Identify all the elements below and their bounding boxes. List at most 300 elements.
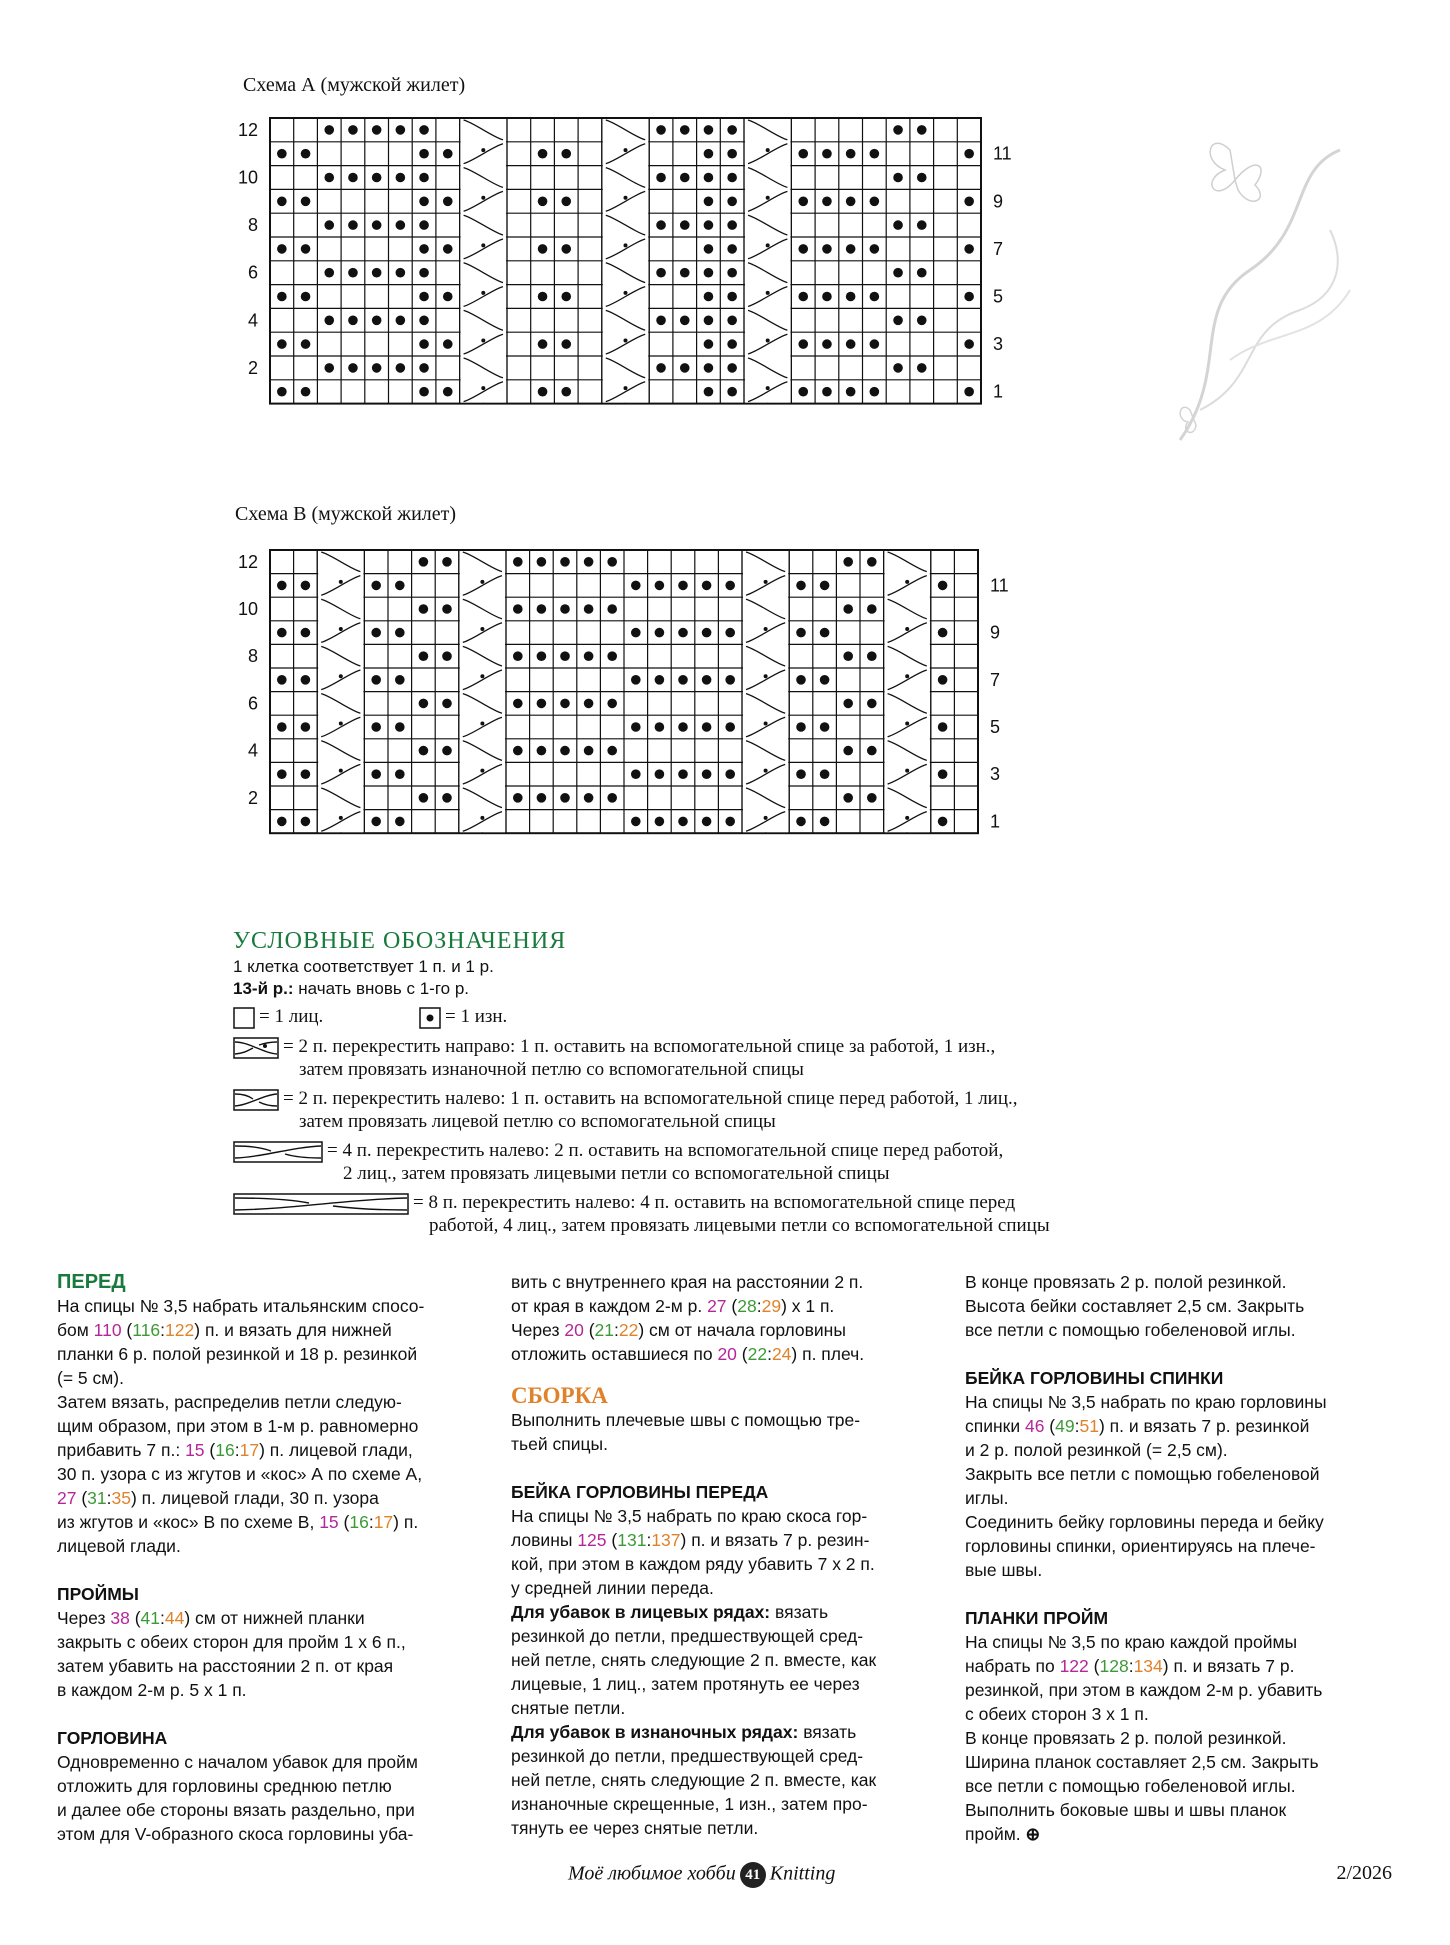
purl-dot [917, 125, 927, 135]
purl-dot [893, 173, 903, 183]
legend-line-2-rest: начать вновь с 1-го р. [293, 979, 470, 998]
purl-dot [870, 244, 880, 254]
text: : [767, 1344, 772, 1364]
purl-dot [324, 125, 334, 135]
purl-dot [561, 339, 571, 349]
purl-dot [822, 387, 832, 397]
text: : [234, 1440, 240, 1460]
purl-dot [702, 769, 712, 779]
purl-dot [846, 339, 856, 349]
purl-dot [513, 604, 523, 614]
size-value: 134 [1133, 1656, 1163, 1676]
armhole-bands-line [965, 1654, 1405, 1678]
purl-dot [395, 581, 405, 591]
chart-a-title: Схема А (мужской жилет) [243, 74, 466, 96]
purl-dot [561, 387, 571, 397]
purl-dot [607, 746, 617, 756]
purl-dot [727, 268, 737, 278]
purl-dot [631, 722, 641, 732]
purl-dot [301, 292, 311, 302]
size-value: 27 [707, 1296, 727, 1316]
legend [233, 928, 1233, 1237]
text: ) п. и вязать для нижней [194, 1320, 392, 1340]
cable-braid [884, 550, 931, 833]
neckline-line: отложить для горловины среднюю петлю [57, 1776, 392, 1796]
cable-braid [602, 118, 649, 404]
legend-cross-left-line2: затем провязать лицевой петлю со вспомогательной спицы [299, 1111, 776, 1132]
size-value: 24 [771, 1344, 792, 1364]
purl-dot [870, 149, 880, 159]
purl-dot [704, 316, 714, 326]
size-value: 122 [1059, 1656, 1089, 1676]
purl-dot [846, 244, 856, 254]
cross-left-symbol-icon [233, 1089, 279, 1111]
front-neckband-line [511, 1720, 941, 1744]
purl-dot [704, 220, 714, 230]
size-value: 35 [111, 1488, 131, 1508]
cable-braid [459, 550, 506, 833]
purl-dot [419, 292, 429, 302]
text: ( [204, 1440, 216, 1460]
size-value: 22 [618, 1320, 639, 1340]
purl-dot [964, 292, 974, 302]
purl-dot [419, 220, 429, 230]
purl-dot [680, 173, 690, 183]
armhole-bands-line: с обеих сторон 3 х 1 п. [965, 1704, 1149, 1724]
purl-dot [678, 769, 688, 779]
armholes-line: затем убавить на расстоянии 2 п. от края [57, 1656, 394, 1676]
purl-dot [867, 699, 877, 709]
text: : [160, 1608, 165, 1628]
purl-dot [561, 197, 571, 207]
front-line: планки 6 р. полой резинкой и 18 р. резинкой [57, 1344, 418, 1364]
text: вязать [770, 1602, 829, 1622]
text: ) см от нижней планки [184, 1608, 365, 1628]
size-value: 17 [373, 1512, 394, 1532]
purl-dot [656, 173, 666, 183]
legend-cross-right [233, 1035, 1233, 1081]
purl-dot [419, 197, 429, 207]
purl-dot [725, 817, 735, 827]
legend-line-2 [233, 979, 1233, 999]
row-label-left: 4 [247, 740, 258, 761]
cross-right-symbol-icon [233, 1037, 279, 1059]
assembly-line: Выполнить плечевые швы с помощью тре- [511, 1410, 861, 1430]
front-neckband-line: изнаночные скрещенные, 1 изн., затем про- [511, 1794, 868, 1814]
row-label-left: 12 [237, 119, 258, 140]
purl-dot [395, 722, 405, 732]
assembly-line: тьей спицы. [511, 1434, 608, 1454]
purl-dot [917, 316, 927, 326]
purl-dot [419, 244, 429, 254]
purl-dot [655, 581, 665, 591]
purl-dot [656, 316, 666, 326]
purl-dot [655, 817, 665, 827]
purl-dot [843, 699, 853, 709]
purl-dot [938, 675, 948, 685]
purl-dot [843, 793, 853, 803]
purl-dot [301, 769, 311, 779]
purl-dot [798, 149, 808, 159]
purl-dot [371, 817, 381, 827]
purl-dot [277, 628, 287, 638]
purl-dot [867, 746, 877, 756]
front-neckband-line [511, 1600, 941, 1624]
size-value: 137 [651, 1530, 681, 1550]
purl-dot [584, 793, 594, 803]
purl-dot [324, 268, 334, 278]
armhole-bands-line: резинкой, при этом в каждом 2-м р. убавить [965, 1680, 1323, 1700]
size-value: 29 [761, 1296, 782, 1316]
purl-dot [631, 581, 641, 591]
purl-dot [796, 675, 806, 685]
legend-cross-8-line1: = 8 п. перекрестить налево: 4 п. оставить на вспомогательной спице перед [413, 1192, 1016, 1213]
purl-dot [442, 699, 452, 709]
size-value: 16 [349, 1512, 369, 1532]
purl-dot [348, 125, 358, 135]
front-neckband-line: кой, при этом в каждом ряду убавить 7 х 2 п. [511, 1554, 875, 1574]
text: ( [736, 1344, 748, 1364]
legend-cross-4-line1: = 4 п. перекрестить налево: 2 п. оставить на вспомогательной спице перед работой, [327, 1140, 1004, 1161]
purl-dot [584, 746, 594, 756]
purl-dot [846, 197, 856, 207]
text: Через [511, 1320, 565, 1340]
neckline-line: этом для V-образного скоса горловины уба- [57, 1824, 414, 1844]
front-heading: ПЕРЕД [57, 1271, 126, 1293]
row-label-left: 12 [237, 551, 258, 572]
purl-dot [870, 387, 880, 397]
armholes-heading: ПРОЙМЫ [57, 1584, 139, 1604]
purl-dot [704, 197, 714, 207]
purl-dot [822, 244, 832, 254]
purl-dot [917, 268, 927, 278]
purl-dot [419, 651, 429, 661]
purl-dot [843, 651, 853, 661]
armholes-line: в каждом 2-м р. 5 х 1 п. [57, 1680, 247, 1700]
purl-dot [607, 604, 617, 614]
text: ) п. и вязать 7 р. резин- [680, 1530, 870, 1550]
purl-dot [301, 722, 311, 732]
legend-cross-left-line1: = 2 п. перекрестить налево: 1 п. оставить на вспомогательной спице перед работой, 1 лиц., [283, 1088, 1018, 1109]
purl-dot [680, 220, 690, 230]
text: ( [1044, 1416, 1056, 1436]
neckline-line: Одновременно с началом убавок для пройм [57, 1752, 418, 1772]
back-neckband-heading: БЕЙКА ГОРЛОВИНЫ СПИНКИ [965, 1368, 1224, 1388]
purl-dot [277, 339, 287, 349]
row-label-left: 6 [247, 262, 258, 283]
text: ( [129, 1608, 141, 1628]
text: спинки [965, 1416, 1025, 1436]
purl-dot [537, 793, 547, 803]
size-value: 15 [185, 1440, 205, 1460]
purl-dot [656, 363, 666, 373]
front-line: щим образом, при этом в 1-м р. равномерно [57, 1416, 419, 1436]
purl-dot [560, 746, 570, 756]
butterfly-ornament-icon [1170, 110, 1370, 450]
purl-dot [348, 173, 358, 183]
purl-dot [348, 316, 358, 326]
legend-knit-purl [233, 1005, 1233, 1029]
row-label-left: 10 [237, 599, 258, 619]
purl-dot [655, 675, 665, 685]
size-value: 28 [737, 1296, 757, 1316]
purl-dot [867, 793, 877, 803]
cable-braid [317, 550, 364, 833]
purl-dot [277, 197, 287, 207]
size-value: 41 [140, 1608, 161, 1628]
purl-dot [917, 220, 927, 230]
purl-dot [324, 316, 334, 326]
purl-dot [843, 557, 853, 567]
back-neckband-line: Соединить бейку горловины переда и бейку [965, 1512, 1324, 1532]
purl-dot [395, 628, 405, 638]
text: бом [57, 1320, 94, 1340]
purl-dot [537, 746, 547, 756]
purl-dot [372, 220, 382, 230]
purl-dot [870, 292, 880, 302]
purl-dot [372, 268, 382, 278]
purl-dot [348, 220, 358, 230]
purl-dot [372, 173, 382, 183]
purl-dot [725, 675, 735, 685]
purl-dot [442, 793, 452, 803]
purl-dot [277, 817, 287, 827]
purl-dot [419, 316, 429, 326]
purl-dot [584, 604, 594, 614]
purl-dot [704, 268, 714, 278]
purl-dot [395, 817, 405, 827]
purl-dot [301, 197, 311, 207]
purl-dot [704, 339, 714, 349]
bold-text: Для убавок в изнаночных рядах: [511, 1722, 799, 1742]
row-label-right: 11 [993, 143, 1012, 164]
purl-dot [964, 339, 974, 349]
purl-dot [584, 557, 594, 567]
purl-dot [798, 244, 808, 254]
legend-cross-8-line2: работой, 4 лиц., затем провязать лицевыми петли со вспомогательной спицы [429, 1215, 1050, 1236]
purl-dot [680, 363, 690, 373]
row-label-right: 3 [990, 764, 1001, 785]
purl-dot [938, 628, 948, 638]
text: ) х 1 п. [781, 1296, 835, 1316]
purl-dot [702, 581, 712, 591]
purl-dot [513, 699, 523, 709]
purl-dot [656, 268, 666, 278]
neckline-line [511, 1342, 941, 1366]
purl-dot [798, 387, 808, 397]
purl-dot [277, 722, 287, 732]
footer-magazine-title: Моё любимое хобби [568, 1862, 736, 1885]
purl-dot [796, 769, 806, 779]
row-label-right: 1 [990, 811, 1001, 832]
row-label-left: 8 [247, 215, 258, 236]
size-value: 31 [87, 1488, 107, 1508]
purl-dot [656, 220, 666, 230]
row-label-right: 7 [993, 238, 1004, 259]
purl-dot [607, 793, 617, 803]
text: ( [338, 1512, 350, 1532]
page-number: 41 [740, 1862, 766, 1888]
purl-dot [725, 722, 735, 732]
purl-dot [631, 817, 641, 827]
row-label-left: 2 [247, 787, 258, 808]
purl-dot [560, 651, 570, 661]
purl-dot [419, 387, 429, 397]
purl-dot [607, 699, 617, 709]
purl-dot [371, 675, 381, 685]
cable-braid [742, 550, 789, 833]
text: : [160, 1320, 166, 1340]
row-label-right: 3 [993, 334, 1004, 355]
column-3 [965, 1270, 1405, 1846]
front-neckband-line: лицевые, 1 лиц., затем протянуть ее через [511, 1674, 860, 1694]
purl-dot [301, 817, 311, 827]
issue-number: 2/2026 [1336, 1862, 1392, 1884]
purl-dot [443, 197, 453, 207]
back-neckband-line [965, 1414, 1405, 1438]
purl-dot [442, 746, 452, 756]
purl-dot [443, 244, 453, 254]
purl-dot [798, 339, 808, 349]
purl-dot [725, 769, 735, 779]
purl-dot [513, 557, 523, 567]
armhole-bands-line: Выполнить боковые швы и швы планок [965, 1800, 1287, 1820]
size-value: 110 [93, 1320, 122, 1340]
purl-dot [301, 387, 311, 397]
front-line [57, 1438, 487, 1462]
size-value: 125 [577, 1530, 607, 1550]
purl-dot [371, 722, 381, 732]
purl-dot [442, 557, 452, 567]
purl-dot [893, 268, 903, 278]
neckband-line: все петли с помощью гобеленовой иглы. [965, 1320, 1296, 1340]
knit-symbol-icon [233, 1007, 255, 1029]
purl-dot [513, 651, 523, 661]
purl-dot [704, 244, 714, 254]
purl-dot [584, 699, 594, 709]
purl-dot [442, 651, 452, 661]
purl-dot [843, 746, 853, 756]
purl-dot [893, 363, 903, 373]
purl-dot [396, 316, 406, 326]
purl-dot [820, 675, 830, 685]
purl-dot [727, 220, 737, 230]
purl-dot [537, 604, 547, 614]
text: ) см от начала горловины [638, 1320, 846, 1340]
text: : [368, 1512, 374, 1532]
legend-cross-4-line2: 2 лиц., затем провязать лицевыми петли со вспомогательной спицы [343, 1163, 890, 1184]
purl-dot [867, 651, 877, 661]
back-neckband-line: Закрыть все петли с помощью гобеленовой [965, 1464, 1320, 1484]
purl-dot [917, 173, 927, 183]
purl-dot [822, 339, 832, 349]
text: ( [1088, 1656, 1100, 1676]
purl-dot [725, 628, 735, 638]
neckline-line: вить с внутреннего края на расстоянии 2 п. [511, 1272, 864, 1292]
purl-dot [443, 292, 453, 302]
purl-dot [607, 557, 617, 567]
front-neckband-line: На спицы № 3,5 набрать по краю скоса гор- [511, 1506, 868, 1526]
footer-section: Knitting [769, 1862, 836, 1885]
text: ) п. плеч. [791, 1344, 865, 1364]
purl-dot [324, 220, 334, 230]
front-line [57, 1510, 487, 1534]
front-neckband-line: ней петле, снять следующие 2 п. вместе, как [511, 1770, 877, 1790]
purl-dot [513, 793, 523, 803]
front-line: На спицы № 3,5 набрать итальянским спосо- [57, 1296, 425, 1316]
purl-dot [702, 722, 712, 732]
purl-dot [798, 292, 808, 302]
purl-dot [893, 220, 903, 230]
purl-dot [537, 651, 547, 661]
purl-dot [277, 769, 287, 779]
purl-dot [396, 220, 406, 230]
text: ) п. [393, 1512, 419, 1532]
text: отложить оставшиеся по [511, 1344, 718, 1364]
purl-dot [537, 557, 547, 567]
purl-dot [893, 316, 903, 326]
purl-dot [561, 149, 571, 159]
neckline-line [511, 1294, 941, 1318]
purl-dot [560, 604, 570, 614]
purl-dot [419, 604, 429, 614]
purl-dot [277, 244, 287, 254]
purl-dot [704, 387, 714, 397]
text: : [1074, 1416, 1080, 1436]
purl-dot [656, 125, 666, 135]
text: ( [726, 1296, 738, 1316]
purl-dot [678, 817, 688, 827]
purl-dot [301, 149, 311, 159]
assembly-heading: СБОРКА [511, 1383, 608, 1408]
cable-braid [460, 118, 507, 404]
size-value: 27 [57, 1488, 77, 1508]
purl-dot [372, 125, 382, 135]
armhole-bands-line: На спицы № 3,5 по краю каждой проймы [965, 1632, 1298, 1652]
row-label-right: 1 [993, 381, 1004, 402]
purl-dot [893, 125, 903, 135]
neckband-line: Высота бейки составляет 2,5 см. Закрыть [965, 1296, 1305, 1316]
purl-dot [371, 581, 381, 591]
purl-dot [419, 173, 429, 183]
text: из жгутов и «кос» В по схеме В, [57, 1512, 320, 1532]
purl-dot [419, 149, 429, 159]
row-label-left: 10 [237, 167, 258, 188]
text: набрать по [965, 1656, 1060, 1676]
cable-braid [744, 118, 791, 404]
purl-dot [538, 197, 548, 207]
footer [568, 1862, 835, 1888]
legend-cross-left [233, 1087, 1233, 1133]
purl-dot [443, 387, 453, 397]
purl-dot [704, 363, 714, 373]
size-value: 51 [1079, 1416, 1099, 1436]
purl-dot [727, 363, 737, 373]
row-label-left: 6 [247, 693, 258, 714]
purl-dot [395, 769, 405, 779]
purl-dot [631, 628, 641, 638]
purl-dot [538, 387, 548, 397]
size-value: 46 [1024, 1416, 1045, 1436]
purl-dot [820, 769, 830, 779]
text: ) п. и вязать 7 р. резинкой [1098, 1416, 1310, 1436]
front-line: лицевой глади. [57, 1536, 181, 1556]
legend-knit-text: = 1 лиц. [259, 1006, 324, 1027]
legend-cross-right-line2: затем провязать изнаночной петлю со вспомогательной спицы [299, 1059, 804, 1080]
purl-dot [702, 675, 712, 685]
purl-dot [820, 722, 830, 732]
purl-dot [513, 746, 523, 756]
